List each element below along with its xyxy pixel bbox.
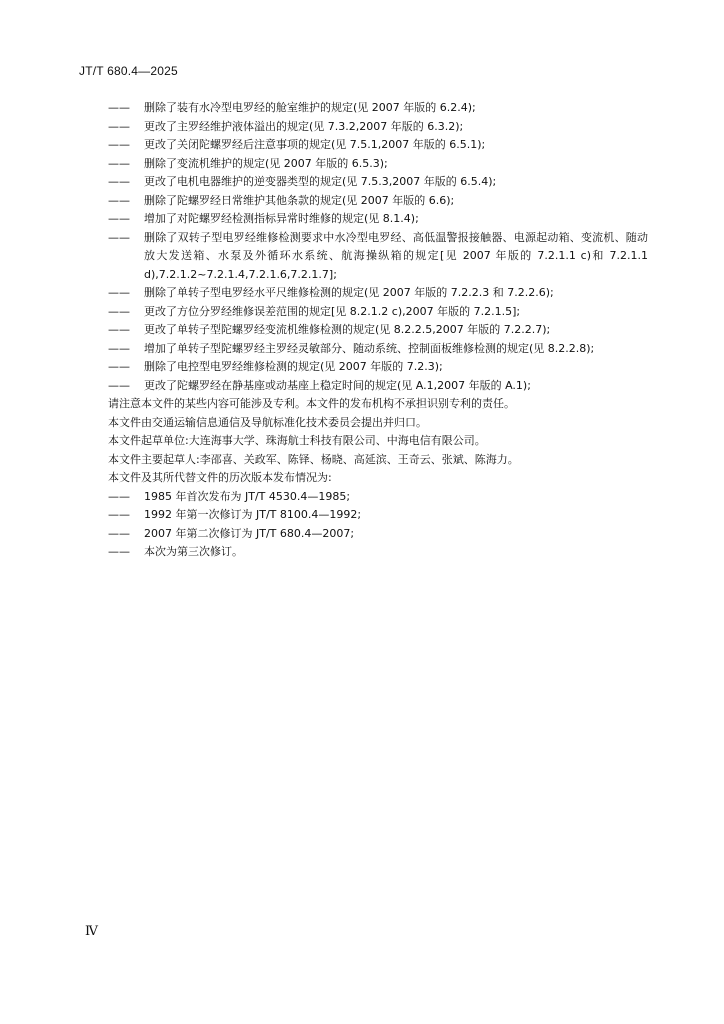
change-item: —— 更改了电机电器维护的逆变器类型的规定(见 7.5.3,2007 年版的 6.5.4);: [108, 173, 648, 192]
change-item: —— 增加了对陀螺罗经检测指标异常时维修的规定(见 8.1.4);: [108, 210, 648, 229]
page-number: Ⅳ: [85, 924, 98, 939]
history-list: [108, 488, 648, 562]
dash-marker: ——: [108, 360, 130, 373]
history-item: —— 2007 年第二次修订为 JT/T 680.4—2007;: [108, 525, 648, 544]
standard-code: JT/T 680.4—2025: [79, 64, 178, 78]
change-item: —— 增加了单转子型陀螺罗经主罗经灵敏部分、随动系统、控制面板维修检测的规定(见 8.2.2.8);: [108, 340, 648, 359]
change-item: —— 删除了单转子型电罗经水平尺维修检测的规定(见 2007 年版的 7.2.2.3 和 7.2.2.6);: [108, 284, 648, 303]
change-item: —— 删除了双转子型电罗经维修检测要求中水冷型电罗经、高低温警报接触器、电源起动箱、变流机、随动放大发送箱、水泵及外循环水系统、航海操纵箱的规定[见 2007 年版的 7.2.1.1 c)和 7.2.1.1 d),7.2.1.2~7.2.1.4,7.2.1.6,7.2.1.7];: [108, 230, 648, 281]
dash-marker: ——: [108, 138, 130, 151]
change-item: —— 更改了主罗经维护液体溢出的规定(见 7.3.2,2007 年版的 6.3.2);: [108, 118, 648, 137]
dash-marker: ——: [108, 489, 130, 503]
change-item: —— 更改了单转子型陀螺罗经变流机维修检测的规定(见 8.2.2.5,2007 年版的 7.2.2.7);: [108, 321, 648, 340]
history-item: —— 1992 年第一次修订为 JT/T 8100.4—1992;: [108, 506, 648, 525]
dash-marker: ——: [108, 156, 130, 170]
change-item: —— 删除了电控型电罗经维修检测的规定(见 2007 年版的 7.2.3);: [108, 358, 648, 377]
history-item: —— 本次为第三次修订。: [108, 543, 648, 562]
change-item: —— 更改了方位分罗经维修误差范围的规定[见 8.2.1.2 c),2007 年版的 7.2.1.5];: [108, 303, 648, 322]
dash-marker: ——: [108, 286, 130, 299]
dash-marker: ——: [108, 119, 130, 133]
dash-marker: ——: [108, 508, 130, 521]
drafters: 本文件主要起草人:李邵喜、关政军、陈铎、杨晓、高延滨、王奇云、张斌、陈海力。: [108, 452, 519, 466]
dash-marker: ——: [108, 341, 130, 355]
change-item: —— 更改了陀螺罗经在静基座或动基座上稳定时间的规定(见 A.1,2007 年版的 A.1);: [108, 377, 648, 396]
dash-marker: ——: [108, 212, 130, 225]
change-list: [108, 99, 648, 395]
dash-marker: ——: [108, 304, 130, 318]
drafting-units: 本文件起草单位:大连海事大学、珠海航士科技有限公司、中海电信有限公司。: [108, 434, 486, 447]
history-item: —— 1985 年首次发布为 JT/T 4530.4—1985;: [108, 488, 648, 507]
patent-notice: 请注意本文件的某些内容可能涉及专利。本文件的发布机构不承担识别专利的责任。: [108, 397, 515, 410]
dash-marker: ——: [108, 378, 130, 392]
dash-marker: ——: [108, 323, 130, 336]
change-item: —— 删除了变流机维护的规定(见 2007 年版的 6.5.3);: [108, 155, 648, 174]
dash-marker: ——: [108, 193, 130, 207]
dash-marker: ——: [108, 175, 130, 188]
foreword-body: [108, 99, 648, 562]
history-intro: 本文件及其所代替文件的历次版本发布情况为:: [108, 471, 332, 484]
change-item: —— 删除了装有水冷型电罗经的舱室维护的规定(见 2007 年版的 6.2.4);: [108, 99, 648, 118]
change-item: —— 删除了陀螺罗经日常维护其他条款的规定(见 2007 年版的 6.6);: [108, 192, 648, 211]
dash-marker: ——: [108, 101, 130, 114]
proposer-statement: 本文件由交通运输信息通信及导航标准化技术委员会提出并归口。: [108, 415, 427, 429]
dash-marker: ——: [108, 526, 130, 540]
dash-marker: ——: [108, 545, 130, 558]
dash-marker: ——: [108, 230, 130, 244]
change-item: —— 更改了关闭陀螺罗经后注意事项的规定(见 7.5.1,2007 年版的 6.5.1);: [108, 136, 648, 155]
